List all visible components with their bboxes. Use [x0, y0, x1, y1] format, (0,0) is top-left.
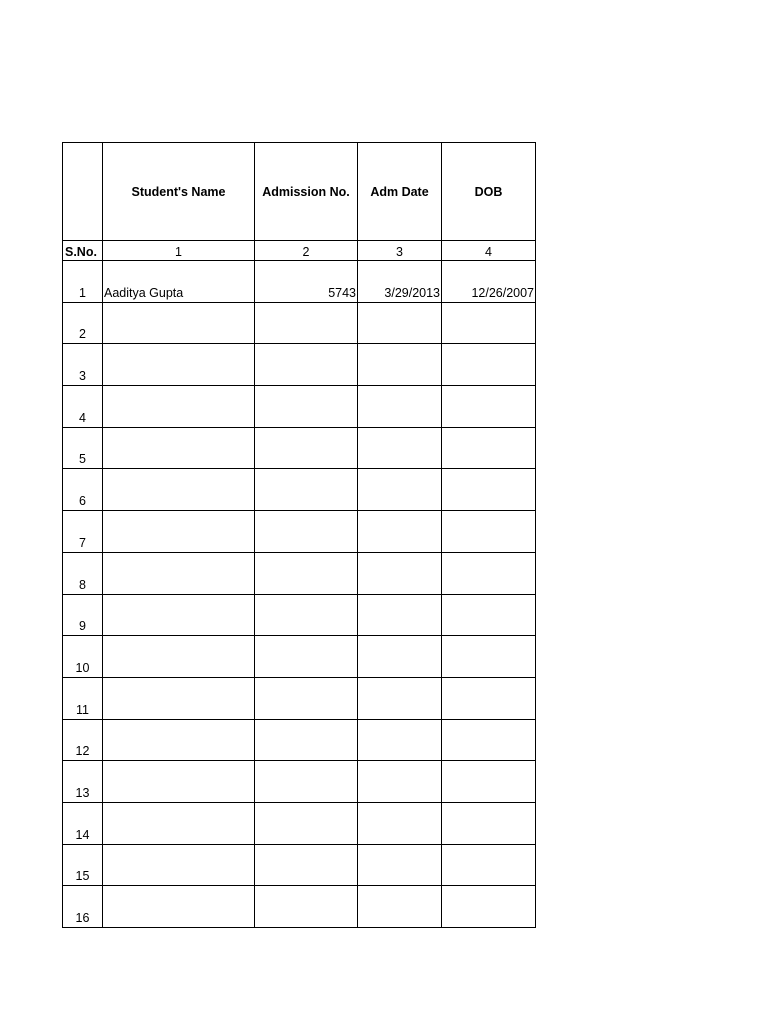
student-name-cell[interactable]: [103, 719, 255, 761]
adm-date-cell[interactable]: [358, 886, 442, 928]
dob-cell[interactable]: [442, 636, 536, 678]
header-cell-student-name[interactable]: Student's Name: [103, 143, 255, 241]
student-name-cell[interactable]: [103, 427, 255, 469]
table-row: [63, 677, 536, 719]
adm-date-cell[interactable]: [358, 511, 442, 553]
admission-no-cell[interactable]: [255, 302, 358, 344]
student-name-cell[interactable]: [103, 552, 255, 594]
student-register-table: [62, 142, 536, 928]
admission-no-cell[interactable]: [255, 802, 358, 844]
dob-cell[interactable]: [442, 427, 536, 469]
sno-cell[interactable]: 3: [63, 344, 103, 386]
adm-date-cell[interactable]: [358, 677, 442, 719]
adm-date-cell[interactable]: [358, 802, 442, 844]
dob-cell[interactable]: [442, 594, 536, 636]
sno-cell[interactable]: 5: [63, 427, 103, 469]
table-row: [63, 886, 536, 928]
sno-cell[interactable]: 8: [63, 552, 103, 594]
header-cell-dob[interactable]: DOB: [442, 143, 536, 241]
table-row: [63, 427, 536, 469]
column-number-cell[interactable]: 1: [103, 241, 255, 261]
student-name-cell[interactable]: [103, 386, 255, 428]
admission-no-cell[interactable]: [255, 469, 358, 511]
sno-cell[interactable]: 2: [63, 302, 103, 344]
admission-no-cell[interactable]: [255, 427, 358, 469]
student-name-cell[interactable]: [103, 594, 255, 636]
table-row: [63, 802, 536, 844]
sno-cell[interactable]: 7: [63, 511, 103, 553]
table-row: [63, 594, 536, 636]
admission-no-cell[interactable]: [255, 677, 358, 719]
dob-cell[interactable]: [442, 677, 536, 719]
adm-date-cell[interactable]: [358, 594, 442, 636]
dob-cell[interactable]: [442, 386, 536, 428]
table-row: [63, 511, 536, 553]
sno-cell[interactable]: 9: [63, 594, 103, 636]
student-name-cell[interactable]: [103, 344, 255, 386]
admission-no-cell[interactable]: [255, 344, 358, 386]
dob-cell[interactable]: 12/26/2007: [442, 261, 536, 303]
sno-cell[interactable]: 4: [63, 386, 103, 428]
sno-cell[interactable]: 16: [63, 886, 103, 928]
column-number-cell[interactable]: 3: [358, 241, 442, 261]
admission-no-cell[interactable]: [255, 511, 358, 553]
adm-date-cell[interactable]: [358, 469, 442, 511]
header-cell-sno[interactable]: S.No.: [63, 241, 103, 261]
adm-date-cell[interactable]: [358, 302, 442, 344]
admission-no-cell[interactable]: [255, 386, 358, 428]
table-row: [63, 719, 536, 761]
dob-cell[interactable]: [442, 886, 536, 928]
dob-cell[interactable]: [442, 344, 536, 386]
dob-cell[interactable]: [442, 302, 536, 344]
admission-no-cell[interactable]: [255, 886, 358, 928]
admission-no-cell[interactable]: [255, 636, 358, 678]
table-row: [63, 261, 536, 303]
column-number-row: [63, 241, 536, 261]
adm-date-cell[interactable]: [358, 552, 442, 594]
student-name-cell[interactable]: [103, 302, 255, 344]
table-row: [63, 302, 536, 344]
sno-cell[interactable]: 1: [63, 261, 103, 303]
table-row: [63, 844, 536, 886]
adm-date-cell[interactable]: [358, 344, 442, 386]
table-row: [63, 761, 536, 803]
admission-no-cell[interactable]: [255, 552, 358, 594]
adm-date-cell[interactable]: [358, 844, 442, 886]
admission-no-cell[interactable]: 5743: [255, 261, 358, 303]
header-cell-adm-date[interactable]: Adm Date: [358, 143, 442, 241]
sno-cell[interactable]: 11: [63, 677, 103, 719]
table-row: [63, 552, 536, 594]
sno-cell[interactable]: 13: [63, 761, 103, 803]
adm-date-cell[interactable]: [358, 386, 442, 428]
student-name-cell[interactable]: [103, 802, 255, 844]
admission-no-cell[interactable]: [255, 844, 358, 886]
sno-cell[interactable]: 10: [63, 636, 103, 678]
column-number-cell[interactable]: 2: [255, 241, 358, 261]
header-cell-blank[interactable]: [63, 143, 103, 241]
sno-cell[interactable]: 15: [63, 844, 103, 886]
dob-cell[interactable]: [442, 469, 536, 511]
dob-cell[interactable]: [442, 844, 536, 886]
student-name-cell[interactable]: [103, 511, 255, 553]
student-name-cell[interactable]: [103, 886, 255, 928]
adm-date-cell[interactable]: [358, 636, 442, 678]
adm-date-cell[interactable]: 3/29/2013: [358, 261, 442, 303]
sno-cell[interactable]: 14: [63, 802, 103, 844]
sno-cell[interactable]: 12: [63, 719, 103, 761]
admission-no-cell[interactable]: [255, 594, 358, 636]
column-number-cell[interactable]: 4: [442, 241, 536, 261]
student-name-cell[interactable]: [103, 844, 255, 886]
table-row: [63, 344, 536, 386]
adm-date-cell[interactable]: [358, 761, 442, 803]
student-name-cell[interactable]: [103, 636, 255, 678]
header-row: [63, 143, 536, 241]
dob-cell[interactable]: [442, 719, 536, 761]
dob-cell[interactable]: [442, 802, 536, 844]
admission-no-cell[interactable]: [255, 761, 358, 803]
adm-date-cell[interactable]: [358, 719, 442, 761]
student-name-cell[interactable]: [103, 469, 255, 511]
student-name-cell[interactable]: Aaditya Gupta: [103, 261, 255, 303]
adm-date-cell[interactable]: [358, 427, 442, 469]
sno-cell[interactable]: 6: [63, 469, 103, 511]
dob-cell[interactable]: [442, 552, 536, 594]
student-name-cell[interactable]: [103, 761, 255, 803]
header-cell-admission-no[interactable]: Admission No.: [255, 143, 358, 241]
table-row: [63, 636, 536, 678]
dob-cell[interactable]: [442, 511, 536, 553]
table-row: [63, 469, 536, 511]
admission-no-cell[interactable]: [255, 719, 358, 761]
student-name-cell[interactable]: [103, 677, 255, 719]
dob-cell[interactable]: [442, 761, 536, 803]
table-row: [63, 386, 536, 428]
